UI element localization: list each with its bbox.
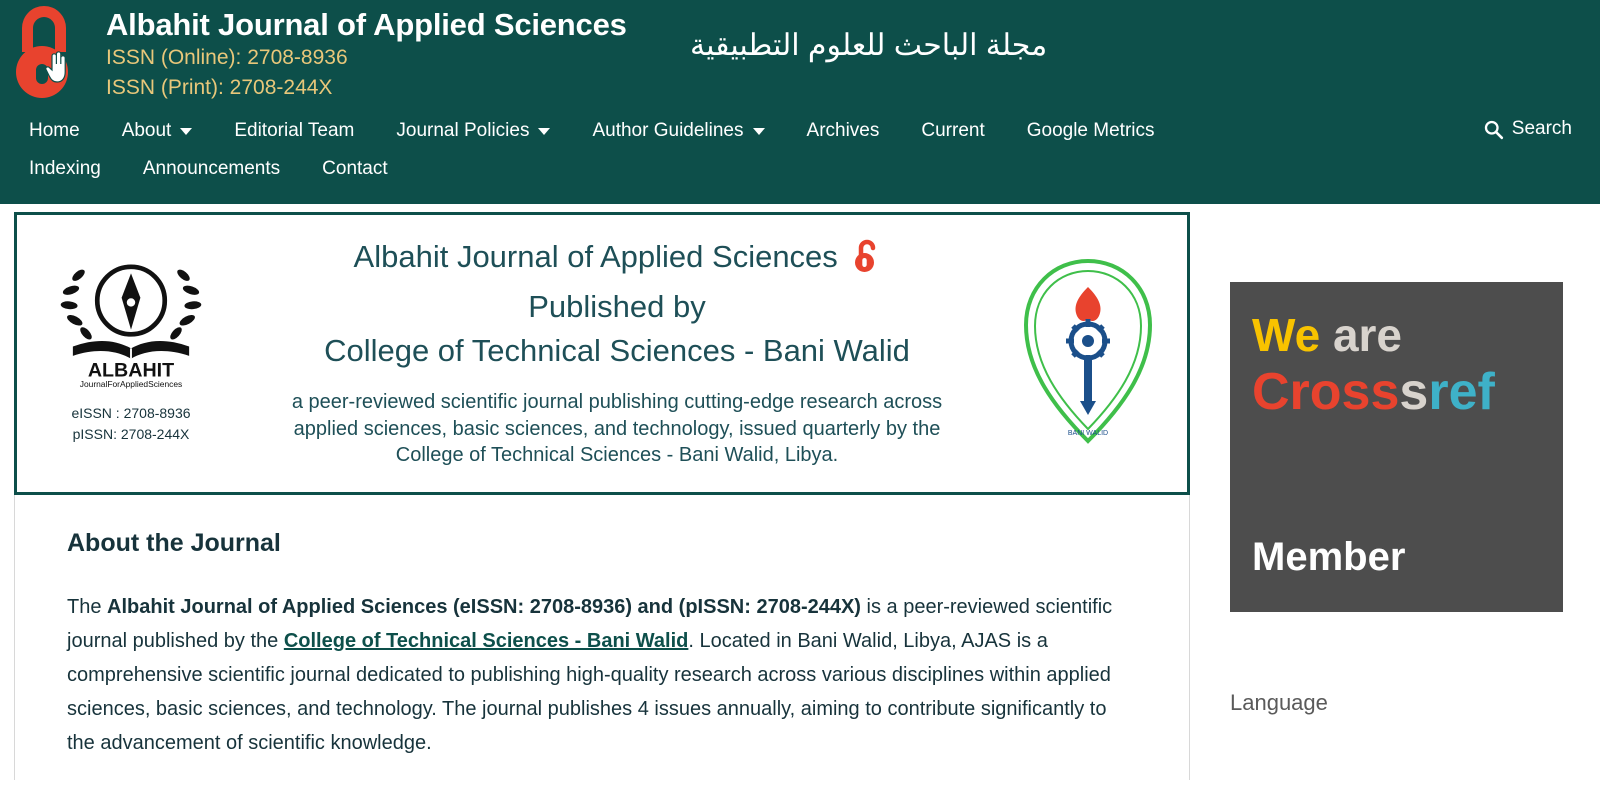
crossref-are: are [1320,309,1403,361]
site-header [0,0,1600,112]
issn-online: ISSN (Online): 2708-8936 [106,45,348,69]
nav-label: Archives [806,120,880,141]
chevron-down-icon [753,128,765,135]
about-text-mid: is a peer-reviewed scientific journal published by the [67,596,1113,652]
nav-item-google-metrics[interactable] [1006,112,1176,150]
language-heading: Language [1230,690,1328,715]
crossref-line1 [1252,310,1541,361]
crossref-s: s [1399,362,1429,421]
nav-label: Current [921,120,985,141]
svg-text:JournalForAppliedSciences: JournalForAppliedSciences [79,378,183,389]
crossref-ref: ref [1428,362,1495,421]
banner-title-line3: College of Technical Sciences - Bani Walid [324,333,910,369]
svg-text:ALBAHIT: ALBAHIT [87,359,175,382]
page-body [0,204,1600,780]
nav-item-archives[interactable] [786,112,901,150]
crossref-member-label: Member [1252,535,1406,579]
magnifier-icon [1483,119,1504,140]
journal-title: Albahit Journal of Applied Sciences [106,7,627,42]
open-access-lock-icon [854,239,880,285]
nav-item-indexing[interactable] [8,150,122,188]
main-navigation [0,112,1600,204]
nav-row-secondary [0,150,1600,188]
crossref-member-badge[interactable] [1230,282,1563,612]
journal-banner [14,212,1190,495]
college-crest-icon [1014,257,1162,447]
nav-label: Author Guidelines [592,120,744,141]
nav-item-editorial-team[interactable] [213,112,375,150]
hand-cursor-icon [44,50,68,84]
nav-label: Announcements [142,158,281,179]
albahit-emblem-icon [56,249,206,390]
nav-item-about[interactable] [101,112,214,150]
crossref-cross: Cross [1252,362,1400,421]
search-button[interactable] [1483,118,1572,140]
banner-title-block [231,227,1003,469]
journal-logo[interactable] [16,6,100,106]
banner-eissn: eISSN : 2708-8936 [71,404,191,421]
banner-left-logo-block [31,227,231,445]
chevron-down-icon [180,128,192,135]
banner-title-line1-wrap [241,235,993,285]
banner-title-line2: Published by [528,289,706,325]
banner-right-logo-block [1003,227,1173,447]
banner-title-line1: Albahit Journal of Applied Sciences [353,239,838,274]
about-text-post: . Located in Bani Walid, Libya, AJAS is a comprehensive scientific journal dedicated to publishing high-quality research across various disciplines within applied sciences, basic sciences, and technology. The journal publishes 4 issues annually, aiming to contribute significantly to the advancement of scientific knowledge. [67,630,1111,754]
issn-print: ISSN (Print): 2708-244X [106,76,333,100]
nav-item-announcements[interactable] [122,150,301,188]
journal-title-arabic: مجلة الباحث للعلوم التطبيقية [690,29,1048,62]
nav-label: Journal Policies [396,120,530,141]
nav-item-contact[interactable] [301,150,408,188]
crossref-line2 [1252,363,1541,423]
nav-label: Contact [322,158,388,179]
nav-label: Google Metrics [1026,120,1155,141]
chevron-down-icon [538,128,550,135]
main-content-column [0,204,1190,780]
nav-label: About [121,120,172,141]
nav-label: Editorial Team [234,120,355,141]
nav-row-primary [0,112,1600,150]
crossref-we: We [1252,309,1321,361]
nav-label: Home [29,120,80,141]
search-label: Search [1511,118,1572,139]
brand-text-block [106,6,627,104]
nav-label: Indexing [29,158,101,179]
svg-text:BANI WALID: BANI WALID [1067,430,1109,437]
about-paragraph [67,590,1137,760]
banner-description: a peer-reviewed scientific journal publishing cutting-edge research across applied sciences, basic sciences, and technology, issued quarterly by the College of Technical Sciences - Bani Walid, Libya. [291,391,943,467]
banner-pissn: pISSN: 2708-244X [72,425,190,442]
nav-item-current[interactable] [900,112,1005,150]
college-link[interactable]: College of Technical Sciences - Bani Walid [283,630,689,652]
about-heading: About the Journal [67,529,281,557]
about-text-pre: The [67,596,108,618]
nav-item-home[interactable] [8,112,101,150]
about-text-bold: Albahit Journal of Applied Sciences (eISSN: 2708-8936) and (pISSN: 2708-244X) [107,596,861,618]
nav-item-author-guidelines[interactable] [571,112,785,150]
nav-item-journal-policies[interactable] [375,112,571,150]
about-section [14,495,1190,780]
sidebar [1190,204,1600,716]
